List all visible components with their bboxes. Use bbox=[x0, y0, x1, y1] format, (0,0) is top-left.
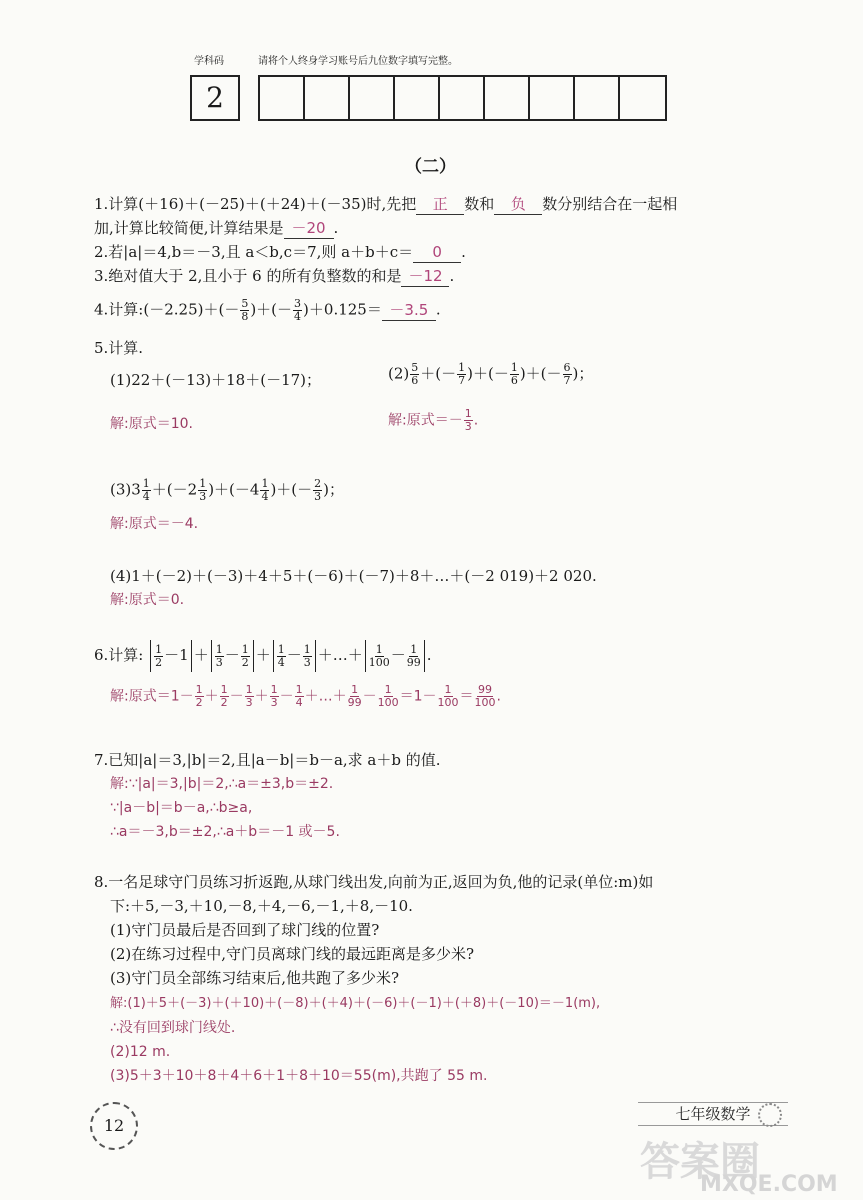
numerator: 1 bbox=[458, 361, 466, 374]
q6-ans-pre: 解:原式＝1－ bbox=[110, 688, 194, 705]
question-1-line-1 bbox=[94, 194, 677, 215]
q3-blank: －12 bbox=[401, 266, 449, 287]
q5-p3-mid: )＋(－ bbox=[270, 480, 313, 499]
q5-p2-fraction-2 bbox=[457, 362, 466, 387]
denominator: 4 bbox=[294, 310, 302, 323]
q5-answer-3: 解:原式＝－4. bbox=[110, 516, 199, 532]
digit-box[interactable] bbox=[305, 77, 350, 119]
q3-end: . bbox=[449, 267, 455, 285]
q5-p3-end: )； bbox=[323, 480, 345, 499]
q5-part-2 bbox=[388, 362, 593, 387]
q5-p2-fraction-4 bbox=[563, 362, 572, 387]
fraction: $\frac{1}{2}$ bbox=[195, 683, 203, 709]
q6-pre: 6.计算: bbox=[94, 646, 144, 664]
q6-ans-eq: ＝ bbox=[459, 688, 474, 705]
numerator: 1 bbox=[199, 477, 207, 490]
fraction: $\frac{1}{2}$ bbox=[155, 642, 163, 669]
q8-answer-4: (3)5＋3＋10＋8＋4＋6＋1＋8＋10＝55(m),共跑了 55 m. bbox=[110, 1068, 488, 1084]
watermark-url: MXQE.COM bbox=[700, 1172, 838, 1197]
q5-part-1: (1)22＋(－13)＋18＋(－17)； bbox=[110, 371, 322, 389]
q5-answer-1: 解:原式＝10. bbox=[110, 416, 193, 432]
denominator: 8 bbox=[241, 310, 249, 323]
subject-code-label: 学科码 bbox=[194, 56, 224, 67]
denominator: 7 bbox=[458, 374, 466, 387]
q5-p2-fraction-1 bbox=[410, 362, 419, 387]
digit-box[interactable] bbox=[440, 77, 485, 119]
numerator: 1 bbox=[510, 361, 518, 374]
fraction: $\frac{1}{100}$ bbox=[437, 683, 459, 709]
q5-p2-op: )； bbox=[572, 364, 594, 383]
question-8-line-1: 8.一名足球守门员练习折返跑,从球门线出发,向前为正,返回为负,他的记录(单位:m)如 bbox=[94, 873, 654, 891]
q4-blank: －3.5 bbox=[382, 300, 436, 321]
question-1-line-2 bbox=[94, 218, 338, 239]
fraction: $\frac{1}{3}$ bbox=[270, 683, 278, 709]
q1-blank-2: 负 bbox=[494, 194, 542, 215]
digit-box[interactable] bbox=[350, 77, 395, 119]
q1-text-b: 数和 bbox=[464, 195, 495, 213]
page-number: 12 bbox=[90, 1102, 138, 1150]
question-3 bbox=[94, 266, 454, 287]
denominator: 6 bbox=[411, 374, 419, 387]
fraction: $\frac{1}{100}$ bbox=[368, 642, 390, 669]
q5-p3-pre: (3)3 bbox=[110, 480, 141, 499]
abs-bar bbox=[150, 640, 151, 672]
numerator: 1 bbox=[142, 477, 150, 490]
q8-answer-2: ∴没有回到球门线处. bbox=[110, 1020, 236, 1036]
question-8-sub-3: (3)守门员全部练习结束后,他共跑了多少米? bbox=[110, 969, 400, 987]
section-title: （二） bbox=[405, 157, 456, 177]
question-6: 6.计算: $\frac{1}{2}$ －1 ＋ $\frac{1}{3}$ － $\frac{1}{2}$ ＋ $\frac{1}{4}$ － $\frac{1}{3}$ ＋…＋ $\frac{1}{100}$ － $\frac{1}{99}$ . bbox=[94, 640, 432, 672]
digit-box[interactable] bbox=[575, 77, 620, 119]
fraction: $\frac{1}{99}$ bbox=[347, 683, 362, 709]
abs-bar bbox=[424, 640, 425, 672]
q5-p3-fraction-4 bbox=[313, 478, 322, 503]
question-8-line-2: 下:＋5,－3,＋10,－8,＋4,－6,－1,＋8,－10. bbox=[110, 897, 413, 915]
question-8-sub-1: (1)守门员最后是否回到了球门线的位置? bbox=[110, 921, 380, 939]
denominator: 4 bbox=[261, 490, 269, 503]
question-7: 7.已知|a|＝3,|b|＝2,且|a－b|＝b－a,求 a＋b 的值. bbox=[94, 751, 441, 769]
q1-text-a: 1.计算(＋16)＋(－25)＋(＋24)＋(－35)时,先把 bbox=[94, 195, 417, 213]
fraction: $\frac{1}{3}$ bbox=[245, 683, 253, 709]
q5-p2-pre: (2) bbox=[388, 364, 410, 383]
digit-box[interactable] bbox=[530, 77, 575, 119]
q5-part-4: (4)1＋(－2)＋(－3)＋4＋5＋(－6)＋(－7)＋8＋…＋(－2 019)＋2 020. bbox=[110, 567, 597, 585]
q5-p2-op: )＋(－ bbox=[519, 364, 562, 383]
q5-answer-4: 解:原式＝0. bbox=[110, 592, 185, 608]
numerator: 1 bbox=[261, 477, 269, 490]
denominator: 3 bbox=[199, 490, 207, 503]
question-4 bbox=[94, 298, 441, 323]
digit-box[interactable] bbox=[485, 77, 530, 119]
q5-p2-fraction-3 bbox=[510, 362, 519, 387]
q2-end: . bbox=[461, 243, 466, 261]
denominator: 3 bbox=[464, 420, 472, 433]
fraction: $\frac{1}{2}$ bbox=[241, 642, 249, 669]
fraction: $\frac{1}{3}$ bbox=[215, 642, 223, 669]
denominator: 7 bbox=[563, 374, 571, 387]
abs-bar bbox=[253, 640, 254, 672]
question-8-sub-2: (2)在练习过程中,守门员离球门线的最远距离是多少米? bbox=[110, 945, 475, 963]
q4-text-c: )＋0.125＝ bbox=[303, 300, 382, 319]
numerator: 5 bbox=[241, 297, 249, 310]
fraction: $\frac{1}{99}$ bbox=[406, 642, 421, 669]
watermark-logo: 答案圈 bbox=[640, 1139, 760, 1185]
q6-ans-end: . bbox=[496, 688, 501, 705]
numerator: 1 bbox=[464, 407, 472, 420]
digit-box[interactable] bbox=[620, 77, 665, 119]
q1-text-e: . bbox=[333, 219, 339, 237]
q3-text: 3.绝对值大于 2,且小于 6 的所有负整数的和是 bbox=[94, 267, 402, 285]
gear-icon bbox=[758, 1103, 782, 1127]
q7-answer-3: ∴a＝－3,b＝±2,∴a＋b＝－1 或－5. bbox=[110, 824, 340, 840]
q5-part-3 bbox=[110, 478, 344, 503]
q1-text-c: 数分别结合在一起相 bbox=[542, 195, 678, 213]
fraction: $\frac{99}{100}$ bbox=[474, 683, 496, 709]
fraction: $\frac{1}{4}$ bbox=[277, 642, 285, 669]
question-2 bbox=[94, 242, 466, 263]
q7-answer-2: ∵|a－b|＝b－a,∴b≥a, bbox=[110, 800, 253, 816]
denominator: 3 bbox=[314, 490, 322, 503]
q1-text-d: 加,计算比较简便,计算结果是 bbox=[94, 219, 284, 237]
q5-p3-mid: ＋(－2 bbox=[151, 480, 198, 499]
q8-answer-3: (2)12 m. bbox=[110, 1044, 171, 1060]
fraction: $\frac{1}{100}$ bbox=[377, 683, 399, 709]
digit-box[interactable] bbox=[395, 77, 440, 119]
q4-fraction-1 bbox=[240, 298, 249, 323]
subject-code-box: 2 bbox=[190, 75, 240, 121]
instruction-text: 请将个人终身学习账号后九位数字填写完整。 bbox=[258, 56, 458, 67]
abs-bar bbox=[191, 640, 192, 672]
book-label: 七年级数学 bbox=[638, 1102, 788, 1126]
abs-bar bbox=[315, 640, 316, 672]
q6-answer: 解:原式＝1－ $\frac{1}{2}$ ＋ $\frac{1}{2}$ － $\frac{1}{3}$ ＋ $\frac{1}{3}$ － $\frac{1}{4}$ ＋…＋ $\frac{1}{99}$ － $\frac{1}{100}$ ＝1－ $\frac{1}{100}$ ＝ $\frac{99}{100}$ . bbox=[110, 683, 501, 709]
q4-text-a: 4.计算:(－2.25)＋(－ bbox=[94, 300, 240, 319]
denominator: 6 bbox=[510, 374, 518, 387]
q1-blank-1: 正 bbox=[416, 194, 464, 215]
q5-p3-fraction-3 bbox=[260, 478, 269, 503]
abs-bar bbox=[365, 640, 366, 672]
q2-text: 2.若|a|＝4,b＝－3,且 a＜b,c＝7,则 a＋b＋c＝ bbox=[94, 243, 414, 261]
account-digit-boxes[interactable] bbox=[258, 75, 667, 121]
numerator: 5 bbox=[411, 361, 419, 374]
q5-p3-fraction-2 bbox=[198, 478, 207, 503]
q4-end: . bbox=[435, 300, 441, 319]
q2-blank: 0 bbox=[413, 242, 461, 263]
q5-a2-fraction bbox=[464, 408, 473, 433]
q5-p3-fraction-1 bbox=[142, 478, 151, 503]
q5-p2-op: ＋(－ bbox=[420, 364, 457, 383]
q4-text-b: )＋(－ bbox=[250, 300, 293, 319]
abs-bar bbox=[211, 640, 212, 672]
q4-fraction-2 bbox=[293, 298, 302, 323]
question-5-title: 5.计算. bbox=[94, 339, 144, 357]
q5-p2-op: )＋(－ bbox=[467, 364, 509, 383]
numerator: 3 bbox=[294, 297, 302, 310]
digit-box[interactable] bbox=[260, 77, 305, 119]
abs-bar bbox=[273, 640, 274, 672]
q6-ans-mid: ＝1－ bbox=[399, 688, 437, 705]
numerator: 6 bbox=[563, 361, 571, 374]
numerator: 2 bbox=[314, 477, 322, 490]
denominator: 4 bbox=[142, 490, 150, 503]
q5-a2-end: . bbox=[473, 412, 479, 429]
q5-answer-2 bbox=[388, 408, 478, 433]
q5-p3-mid: )＋(－4 bbox=[208, 480, 260, 499]
q1-blank-3: －20 bbox=[284, 218, 334, 239]
q5-a2-pre: 解:原式＝－ bbox=[388, 412, 463, 429]
fraction: $\frac{1}{2}$ bbox=[220, 683, 228, 709]
q8-answer-1: 解:(1)＋5＋(－3)＋(＋10)＋(－8)＋(＋4)＋(－6)＋(－1)＋(＋8)＋(－10)＝－1(m), bbox=[110, 996, 601, 1011]
fraction: $\frac{1}{3}$ bbox=[303, 642, 311, 669]
fraction: $\frac{1}{4}$ bbox=[295, 683, 303, 709]
q7-answer-1: 解:∵|a|＝3,|b|＝2,∴a＝±3,b＝±2. bbox=[110, 776, 334, 792]
